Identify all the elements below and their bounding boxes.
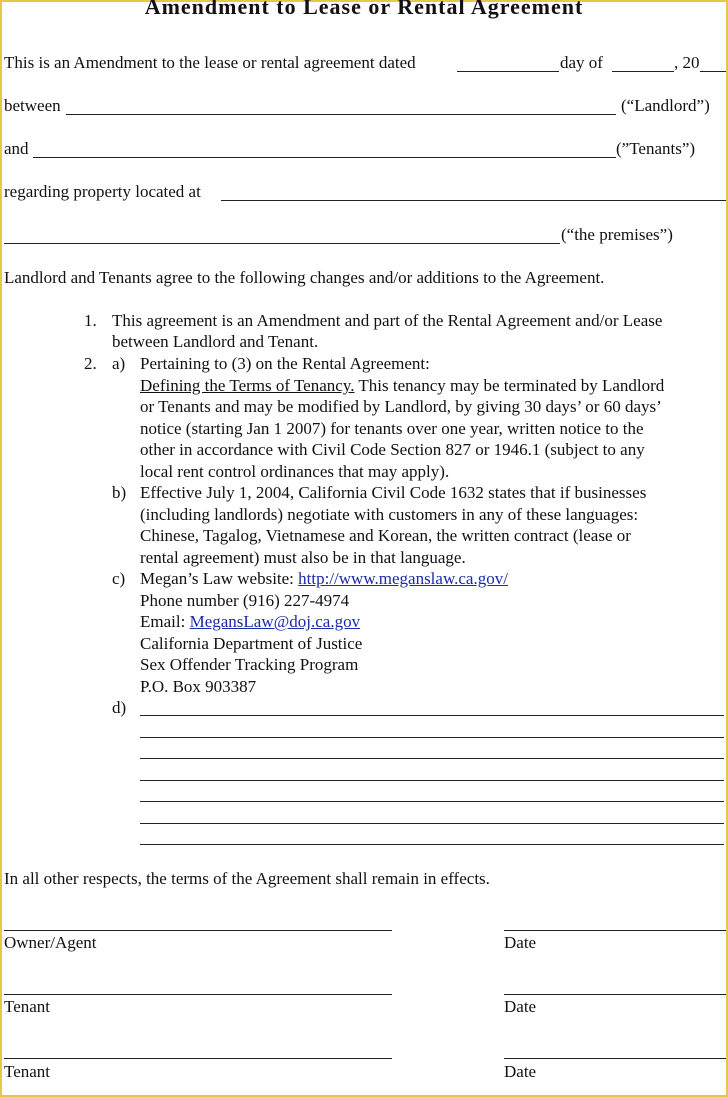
tenant2-date-label: Date — [504, 1062, 537, 1081]
item-2a-line-1: Pertaining to (3) on the Rental Agreement: — [140, 354, 430, 373]
item-2a-line-6: local rent control ordinances that may apply). — [140, 462, 450, 481]
department-text: California Department of Justice — [140, 634, 363, 653]
item-2c-website-line — [140, 569, 508, 589]
and-label: and — [4, 139, 29, 158]
tenant2-date-line[interactable] — [504, 1058, 726, 1059]
item-2c-marker: c) — [112, 569, 126, 588]
item-2b-line-2: (including landlords) negotiate with customers in any of these languages: — [140, 505, 639, 524]
item-2b-line-3: Chinese, Tagalog, Vietnamese and Korean, the written contract (lease or — [140, 526, 631, 545]
document-title: Amendment to Lease or Rental Agreement — [144, 0, 584, 19]
meganslaw-website-link[interactable]: http://www.meganslaw.ca.gov/ — [298, 569, 508, 588]
item-2d-blank-line-4[interactable] — [140, 780, 724, 781]
tenant1-date-label: Date — [504, 997, 537, 1016]
program-text: Sex Offender Tracking Program — [140, 655, 359, 674]
item-2a-line-5: other in accordance with Civil Code Section 827 or 1946.1 (subject to any — [140, 440, 645, 459]
item-1-number: 1. — [84, 311, 97, 330]
intro-text: This is an Amendment to the lease or rental agreement dated — [4, 53, 416, 72]
year-blank-field[interactable] — [700, 71, 726, 72]
year-prefix-text: , 20 — [674, 53, 700, 72]
tenants-name-field[interactable] — [33, 157, 616, 158]
item-2d-blank-line-2[interactable] — [140, 737, 724, 738]
item-2a-line-2-rest: This tenancy may be terminated by Landlord — [354, 376, 665, 395]
premises-tag: (“the premises”) — [561, 225, 673, 244]
item-2b-line-4: rental agreement) must also be in that language. — [140, 548, 466, 567]
day-of-text: day of — [560, 53, 603, 72]
item-2a-line-4: notice (starting Jan 1 2007) for tenants over one year, written notice to the — [140, 419, 644, 438]
owner-date-label: Date — [504, 933, 537, 952]
tenant1-label: Tenant — [4, 997, 51, 1016]
item-2a-line-2 — [140, 376, 664, 396]
email-label: Email: — [140, 612, 190, 631]
item-2b-marker: b) — [112, 483, 127, 502]
item-2d-marker: d) — [112, 698, 127, 717]
property-label: regarding property located at — [4, 182, 201, 201]
item-2d-blank-line-7[interactable] — [140, 844, 724, 845]
tenant1-signature-line[interactable] — [4, 994, 392, 995]
property-address-field[interactable] — [221, 200, 726, 201]
po-box-text: P.O. Box 903387 — [140, 677, 257, 696]
meganslaw-email-link[interactable]: MegansLaw@doj.ca.gov — [189, 612, 361, 631]
between-label: between — [4, 96, 61, 115]
item-2d-blank-line-1[interactable] — [140, 715, 724, 716]
item-2c-email-line — [140, 612, 360, 632]
month-blank-field[interactable] — [612, 71, 674, 72]
tenant1-date-line[interactable] — [504, 994, 726, 995]
tenant2-signature-line[interactable] — [4, 1058, 392, 1059]
item-1-line-2: between Landlord and Tenant. — [112, 332, 319, 351]
item-1-line-1: This agreement is an Amendment and part of the Rental Agreement and/or Lease — [112, 311, 663, 330]
item-2d-blank-line-3[interactable] — [140, 758, 724, 759]
tenancy-heading: Defining the Terms of Tenancy. — [140, 376, 355, 395]
date-blank-field[interactable] — [457, 71, 559, 72]
landlord-name-field[interactable] — [66, 114, 616, 115]
remain-text: In all other respects, the terms of the Agreement shall remain in effects. — [4, 869, 490, 888]
tenants-tag: (”Tenants”) — [616, 139, 696, 158]
owner-signature-line[interactable] — [4, 930, 392, 931]
tenant2-label: Tenant — [4, 1062, 51, 1081]
item-2b-line-1: Effective July 1, 2004, California Civil Code 1632 states that if businesses — [140, 483, 647, 502]
item-2-number: 2. — [84, 354, 97, 373]
item-2d-blank-line-6[interactable] — [140, 823, 724, 824]
owner-date-line[interactable] — [504, 930, 726, 931]
landlord-tag: (“Landlord”) — [621, 96, 710, 115]
property-address-field-2[interactable] — [4, 243, 560, 244]
owner-agent-label: Owner/Agent — [4, 933, 97, 952]
item-2d-blank-line-5[interactable] — [140, 801, 724, 802]
agree-text: Landlord and Tenants agree to the following changes and/or additions to the Agreement. — [4, 268, 605, 287]
item-2a-marker: a) — [112, 354, 126, 373]
phone-number-text: Phone number (916) 227-4974 — [140, 591, 350, 610]
item-2a-line-3: or Tenants and may be modified by Landlord, by giving 30 days’ or 60 days’ — [140, 397, 662, 416]
website-label: Megan’s Law website: — [140, 569, 299, 588]
